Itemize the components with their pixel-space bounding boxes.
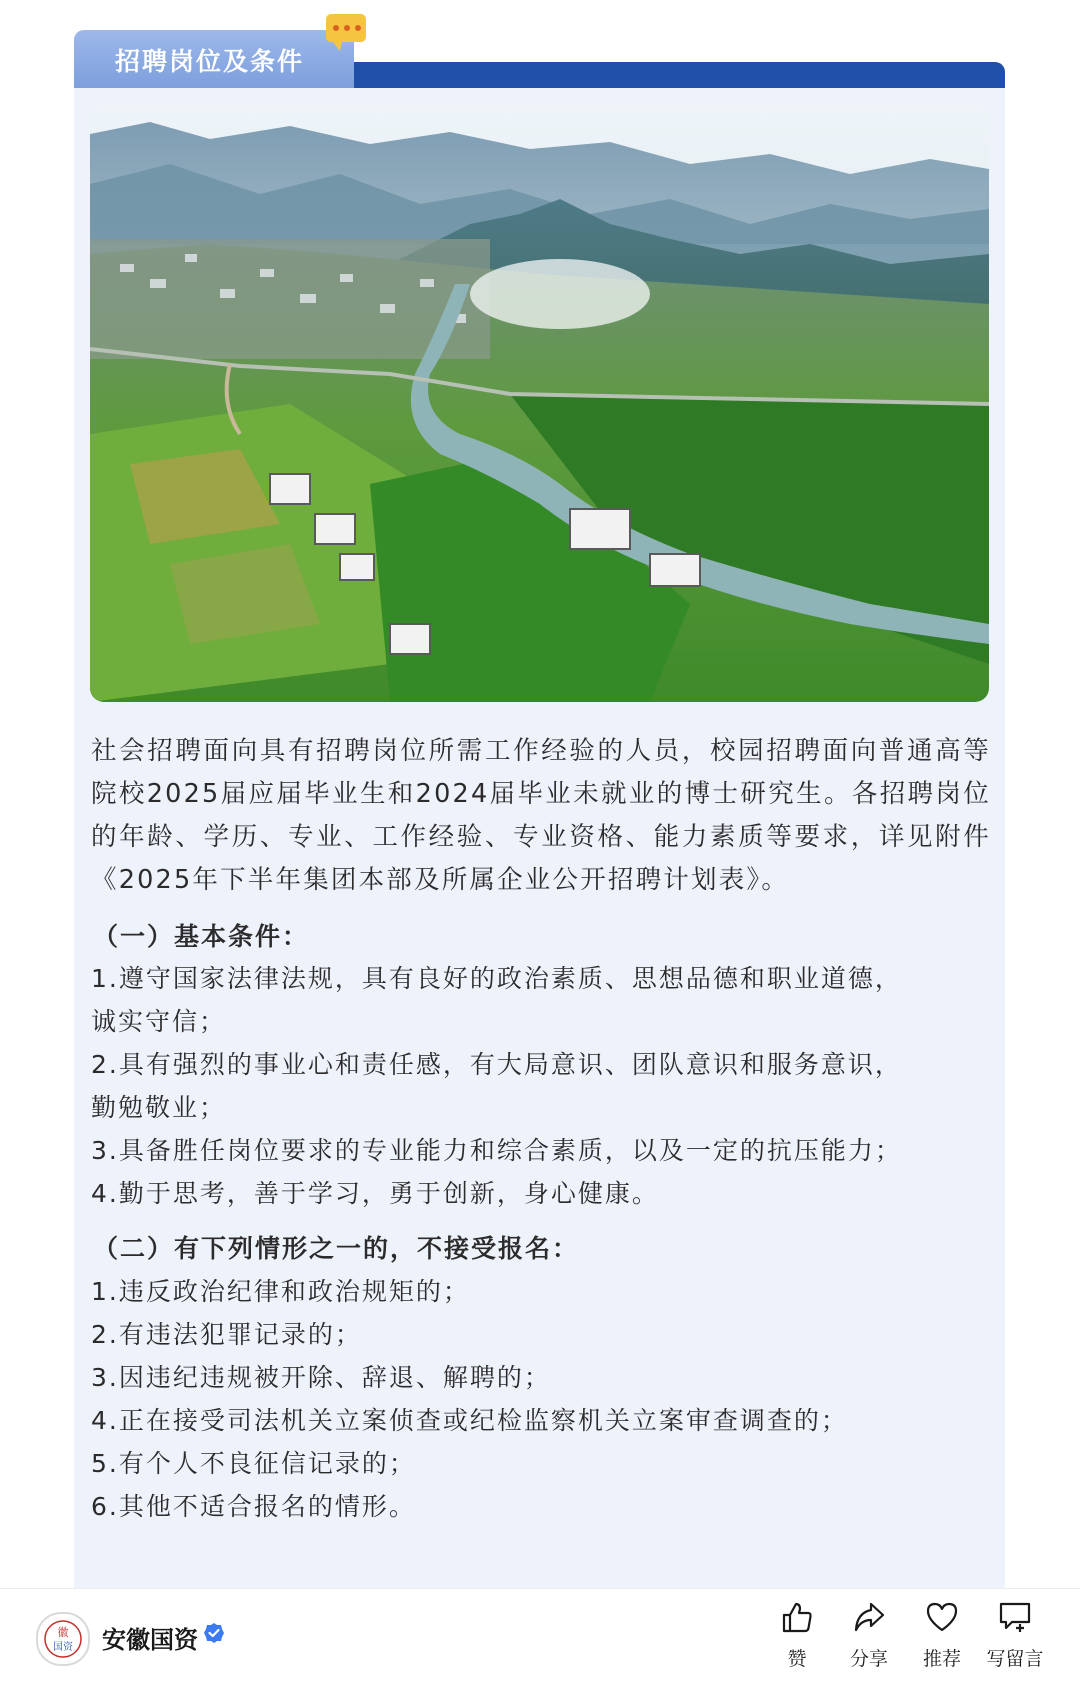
section1-line: 2.具有强烈的事业心和责任感，有大局意识、团队意识和服务意识， xyxy=(91,1050,902,1079)
account-logo-icon xyxy=(43,1619,83,1659)
section1-line: 勤勉敬业； xyxy=(91,1093,227,1122)
section-title: 招聘岗位及条件 xyxy=(115,47,305,76)
section2-line: 1.违反政治纪律和政治规矩的； xyxy=(91,1277,470,1306)
section2-line: 6.其他不适合报名的情形。 xyxy=(91,1492,416,1521)
svg-text:徽: 徽 xyxy=(57,1626,69,1639)
thumbs-up-icon xyxy=(780,1600,814,1634)
account-avatar[interactable] xyxy=(36,1612,90,1666)
landscape-photo xyxy=(90,104,989,702)
intro-paragraph: 社会招聘面向具有招聘岗位所需工作经验的人员，校园招聘面向普通高等院校2025届应届毕业生和2024届毕业未就业的博士研究生。各招聘岗位的年龄、学历、专业、工作经验、专业资格、能力素质等要求，详见附件《2025年下半年集团本部及所属企业公开招聘计划表》。 xyxy=(91,736,991,895)
heart-icon xyxy=(925,1600,959,1634)
share-label: 分享 xyxy=(849,1648,888,1670)
section1-line: 4.勤于思考，善于学习，勇于创新，身心健康。 xyxy=(91,1179,659,1208)
svg-text:国资: 国资 xyxy=(53,1642,73,1653)
section2-line: 2.有违法犯罪记录的； xyxy=(91,1320,362,1349)
section1-line: 3.具备胜任岗位要求的专业能力和综合素质，以及一定的抗压能力； xyxy=(91,1136,902,1165)
section2-line: 5.有个人不良征信记录的； xyxy=(91,1449,416,1478)
comment-icon xyxy=(998,1600,1032,1634)
recommend-label: 推荐 xyxy=(922,1648,961,1670)
verified-badge-icon xyxy=(203,1622,225,1648)
share-arrow-icon xyxy=(852,1600,886,1634)
like-label: 赞 xyxy=(787,1648,807,1670)
comment-button[interactable] xyxy=(975,1600,1055,1671)
account-name[interactable]: 安徽国资 xyxy=(102,1626,198,1654)
section2-line: 3.因违纪违规被开除、辞退、解聘的； xyxy=(91,1363,551,1392)
section1-heading: （一）基本条件： xyxy=(93,922,310,951)
section2-line: 4.正在接受司法机关立案侦查或纪检监察机关立案审查调查的； xyxy=(91,1406,848,1435)
comment-label: 写留言 xyxy=(986,1648,1044,1670)
recommend-button[interactable] xyxy=(902,1600,982,1671)
chat-bubble-icon xyxy=(326,14,366,42)
share-button[interactable] xyxy=(829,1600,909,1671)
section1-line: 1.遵守国家法律法规，具有良好的政治素质、思想品德和职业道德， xyxy=(91,964,902,993)
section2-heading: （二）有下列情形之一的，不接受报名： xyxy=(93,1234,580,1263)
section1-line: 诚实守信； xyxy=(91,1007,227,1036)
like-button[interactable] xyxy=(757,1600,837,1671)
